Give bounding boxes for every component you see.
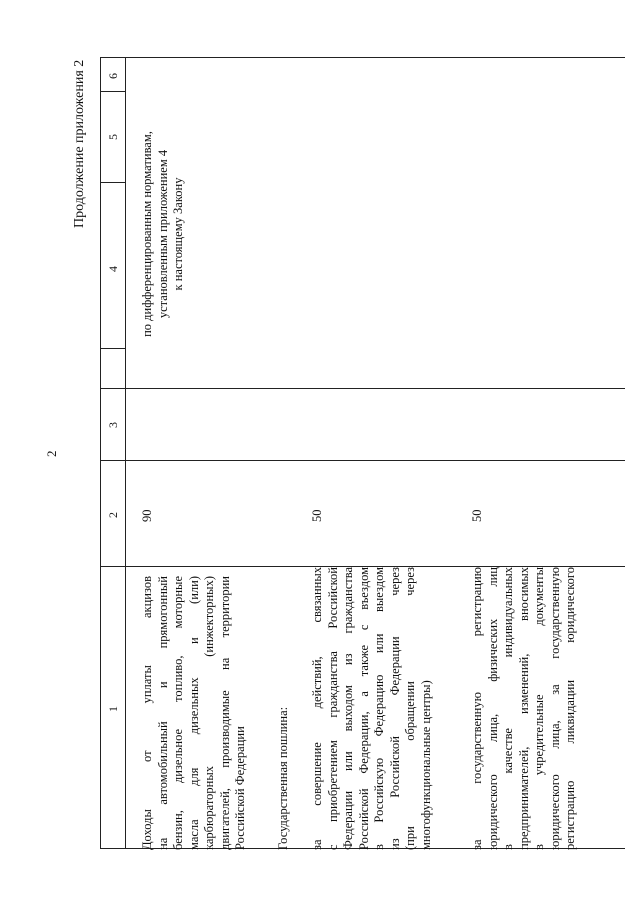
column-header-6: 6 [106,73,120,79]
row-citizenship-line: Федерации или выходом из гражданства [341,567,355,850]
row-citizenship-line: в Российскую Федерацию или выездом [372,567,386,850]
row-citizenship-line: из Российской Федерации через [387,567,402,850]
column-header-2: 2 [106,512,120,518]
row-citizenship-line: с приобретением гражданства Российской [325,567,340,850]
row-excise-col2-value: 90 [140,509,154,522]
row-excise-line: карбюраторных (инжекторных) [202,576,216,850]
row-excise-line: бензин, дизельное топливо, моторные [171,576,185,850]
row-excise-note-line: по дифференцированным нормативам, [140,131,154,337]
row-state-duty-heading: Государственная пошлина: [276,706,290,850]
column-header-3: 3 [106,422,120,428]
page-number: 2 [44,450,59,457]
row-registration-line: регистрацию ликвидации юридического [563,567,577,850]
appendix-continuation-caption: Продолжение приложения 2 [72,59,87,228]
row-excise-line: двигателей, производимые на территории [217,576,232,850]
row-registration-col2-value: 50 [470,509,484,522]
column-header-5: 5 [106,134,120,140]
row-excise-note-line: установленным приложением 4 [155,149,170,319]
row-registration-line: в качестве индивидуальных [501,567,515,850]
row-excise-note [140,84,187,384]
row-excise-name [140,576,249,850]
row-registration-line: в учредительные документы [532,567,546,850]
row-citizenship-line: за совершение действий, связанных [310,567,324,850]
row-excise-line: Доходы от уплаты акцизов [140,576,154,850]
row-registration-line: юридического лица, за государственную [547,567,562,850]
row-registration-name [470,567,579,850]
column-header-1: 1 [106,706,120,712]
row-excise-line: Российской Федерации [233,726,247,850]
row-excise-note-line: к настоящему Закону [171,177,185,291]
row-citizenship-line: (при обращении через [403,567,417,850]
row-citizenship-line: Российской Федерации, а также с въездом [356,567,371,850]
row-citizenship-col2-value: 50 [310,509,324,522]
row-registration-line: за государственную регистрацию [470,567,484,850]
row-registration-line: предпринимателей, изменений, вносимых [516,567,531,850]
row-registration-line: юридического лица, физических лиц [485,567,500,850]
row-citizenship-line: многофункциональные центры) [418,680,433,850]
row-citizenship-name [310,567,434,850]
row-excise-line: масла для дизельных и (или) [186,576,201,850]
column-header-4: 4 [106,266,120,272]
row-excise-line: на автомобильный и прямогонный [155,576,170,850]
